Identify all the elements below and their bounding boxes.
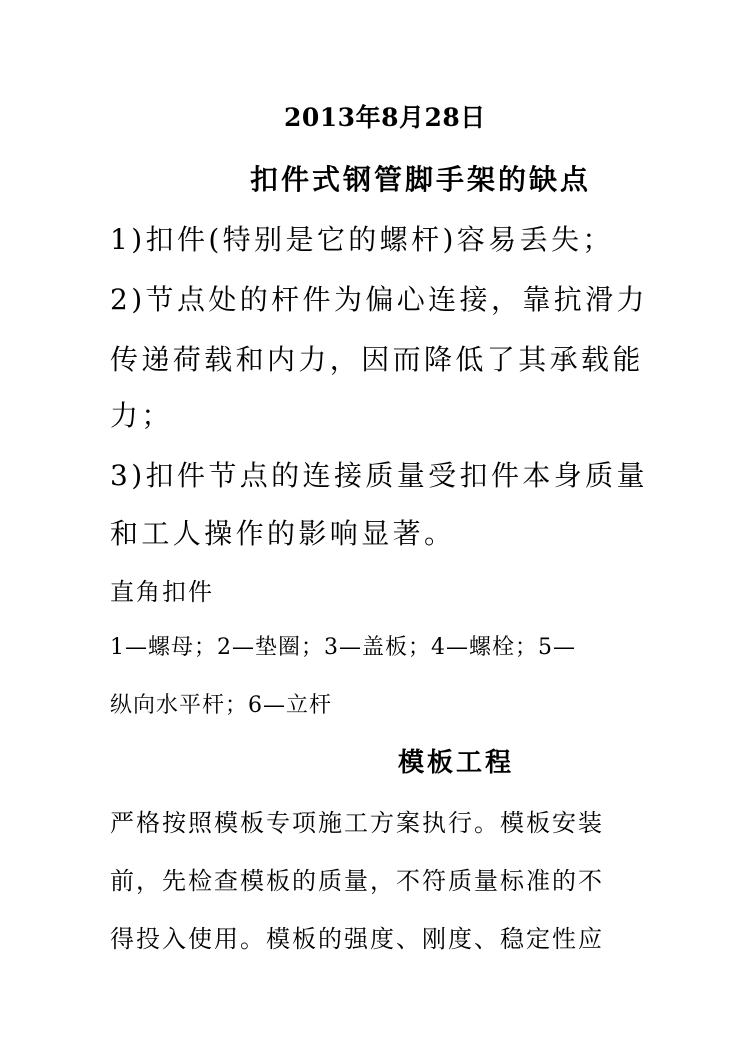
paragraph-line: 力； bbox=[110, 399, 173, 432]
section-paragraph-line: 前，先检查模板的质量，不符质量标准的不 bbox=[110, 867, 604, 895]
figure-legend-line: 纵向水平杆；6—立杆 bbox=[110, 693, 332, 718]
paragraph-line: 1)扣件(特别是它的螺杆)容易丢失； bbox=[110, 223, 614, 256]
document-date: 2013年8月28日 bbox=[284, 103, 486, 132]
section-title: 模板工程 bbox=[398, 748, 515, 778]
section-paragraph-line: 得投入使用。模板的强度、刚度、稳定性应 bbox=[110, 925, 604, 953]
paragraph-line: 3)扣件节点的连接质量受扣件本身质量 bbox=[110, 459, 648, 492]
figure-caption: 直角扣件 bbox=[110, 578, 214, 606]
section-paragraph-line: 严格按照模板专项施工方案执行。模板安装 bbox=[110, 809, 604, 837]
paragraph-line: 2)节点处的杆件为偏心连接，靠抗滑力 bbox=[110, 283, 648, 316]
paragraph-line: 和工人操作的影响显著。 bbox=[110, 517, 456, 550]
paragraph-line: 传递荷载和内力，因而降低了其承载能 bbox=[110, 343, 644, 376]
document-title: 扣件式钢管脚手架的缺点 bbox=[250, 163, 592, 196]
figure-legend-line: 1—螺母；2—垫圈；3—盖板；4—螺栓；5— bbox=[110, 635, 576, 660]
